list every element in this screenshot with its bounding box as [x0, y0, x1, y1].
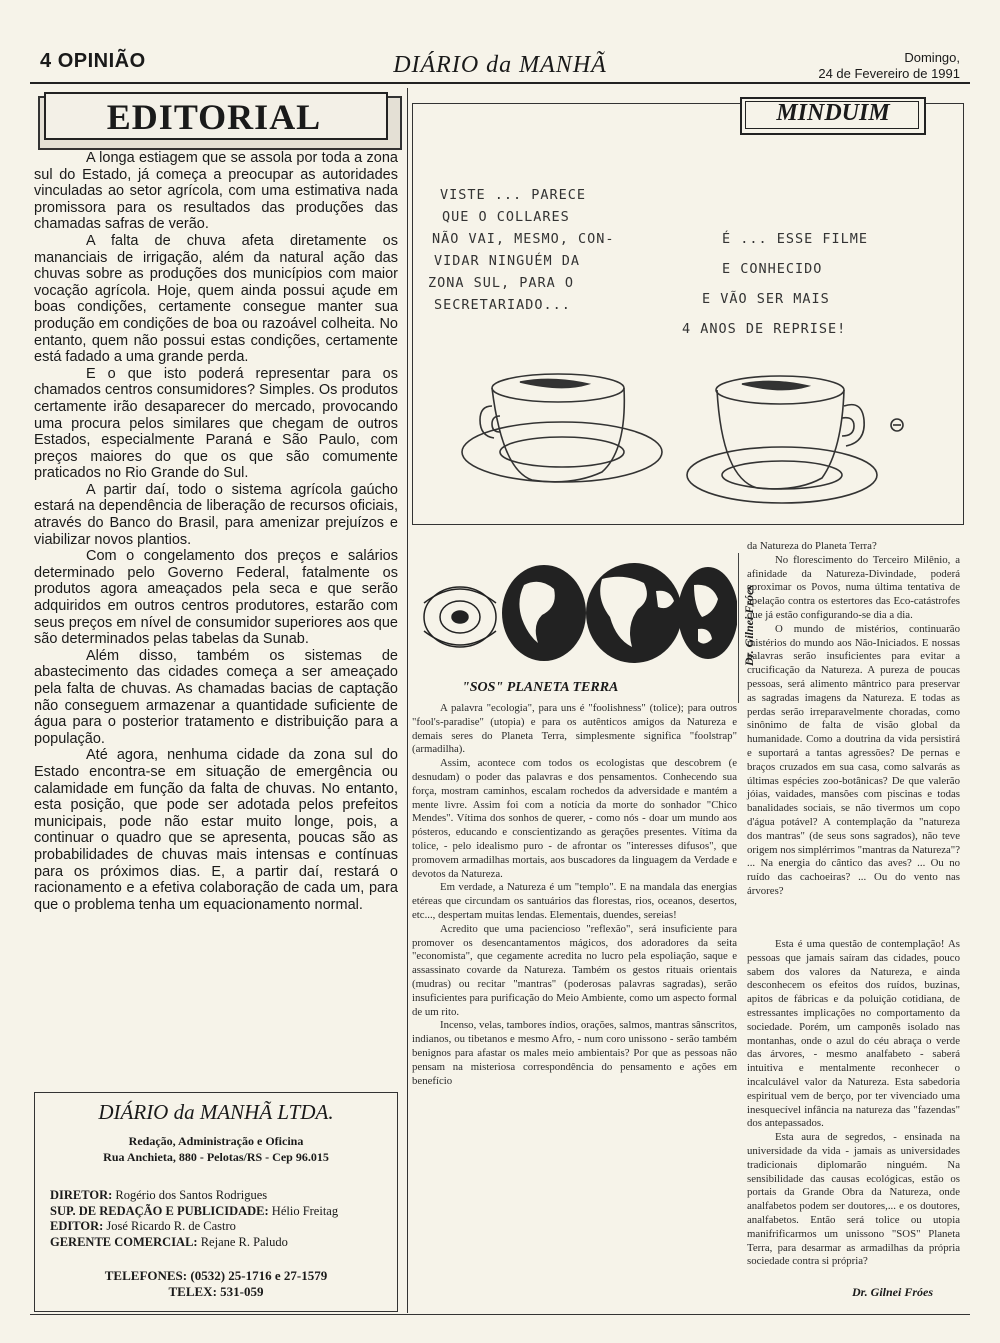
page-section: 4 OPINIÃO: [40, 50, 146, 72]
sos-caption: "SOS" PLANETA TERRA: [462, 680, 619, 695]
editorial-paragraph: A partir daí, todo o sistema agrícola gaúcho estará na dependência de liberação de recursos oficiais, através do Banco do Brasil, para amenizar prejuízos e viabilizar novos plantios.: [34, 481, 398, 548]
editorial-heading: EDITORIAL: [106, 97, 322, 137]
company-phones: TELEFONES: (0532) 25-1716 e 27-1579: [104, 1268, 328, 1283]
company-name: DIÁRIO da MANHÃ LTDA.: [98, 1100, 334, 1124]
issue-date: Domingo, 24 de Fevereiro de 1991: [818, 50, 960, 81]
sos-article-column-3: [747, 938, 960, 1269]
masthead-rule: [30, 82, 970, 84]
company-departments: Redação, Administração e Oficina: [128, 1134, 304, 1148]
editorial-paragraph: Com o congelamento dos preços e salários determinado pelo Governo Federal, fatalmente os produtos agora ameaçados pela seca e que serão adquiridos em outros centros produtores, estarão com seus preços em nível de consumidor superiores aos que são determinados pelas tabelas da Sunab.: [34, 548, 398, 648]
article-paragraph: Incenso, velas, tambores índios, orações, salmos, mantras sânscritos, indianos, ou tibetanos e mesmo Afro, - num coro unissono - serão também benignos para afastar os males meio ambientais? Por que as pessoas não pensam na misteriosa correspondência do pensamento e ações em benefício: [412, 1019, 737, 1087]
editorial-body: [34, 150, 398, 913]
article-paragraph: No florescimento do Terceiro Milênio, a afinidade da Natureza-Divindade, poderá aproximar os Povos, numa última tentativa de apelação contra os estertores das Eco-catástrofes que já estão configurando-se dia a dia.: [747, 553, 960, 621]
editorial-paragraph: A longa estiagem que se assola por toda a zona sul do Estado, já começa a preocupar as autoridades vinculadas ao setor agrícola, com uma estimativa nada promissora para os resultados das produções das chamadas safras de verão.: [34, 150, 398, 233]
editorial-paragraph: E o que isto poderá representar para os chamados centros consumidores? Simples. Os produtos certamente irão desaparecer do mercado, provocando uma procura pelos similares que chegam de outros Estados, especialmente Paraná e São Paulo, com preços maiores do que os que são comumente praticados no Rio Grande do Sul.: [34, 365, 398, 482]
cartoon-title: MINDUIM: [776, 100, 890, 126]
right-cup-illustration: [687, 376, 877, 503]
cartoon-right-speech: É ... ESSE FILME E CONHECIDO E VÃO SER MAIS 4 ANOS DE REPRISE!: [682, 231, 869, 337]
editorial-paragraph: A falta de chuva afeta diretamente os mananciais de irrigação, além da natural ação das chuvas sobre as produções dos municípios com maior vocação agrícola. Hoje, quem ainda possui açude em boas condições, certamente consegue manter sua produção em condições de boa ou razoável colheita. No entanto, quem não possui estas condições, certamente está fadado a uma grande perda.: [34, 232, 398, 366]
article-signature: Dr. Gilnei Fróes: [852, 1285, 934, 1299]
staff-row: EDITOR: José Ricardo R. de Castro: [50, 1219, 236, 1233]
sos-divider: [738, 553, 739, 703]
editorial-paragraph: Até agora, nenhuma cidade da zona sul do Estado encontra-se em situação de emergência ou calamidade em função da falta de chuvas. No entanto, esta posição, que pode ser adotada pelos prefeitos municipais, pode não estar muito longe, pois, a continuar o quadro que se apresenta, poucas são as probabilidades de chuvas mais intensas e contínuas para os próximos dias. E, a partir daí, restará o racionamento e a efetiva colaboração de cada um, para que o problema tenha um equacionamento normal.: [34, 747, 398, 913]
newspaper-title: DIÁRIO da MANHÃ: [393, 52, 607, 78]
article-paragraph: Em verdade, a Natureza é um "templo". E na mandala das energias etéreas que circundam os santuários das florestas, rios, oceanos, desertos, etc..., despertam muitas lendas. Elementais, duendes, sereias!: [412, 881, 737, 921]
cartoon-drawing: [412, 360, 962, 520]
company-telex: TELEX: 531-059: [168, 1284, 264, 1299]
sos-article-column-1: [412, 702, 737, 1088]
article-paragraph: da Natureza do Planeta Terra?: [747, 540, 877, 552]
cartoon-left-speech: VISTE ... PARECE QUE O COLLARES NÃO VAI, MESMO, CON- VIDAR NINGUÉM DA ZONA SUL, PARA O SECRETARIADO...: [428, 187, 615, 313]
sos-article-column-2: [747, 540, 960, 899]
article-paragraph: Esta aura de segredos, - ensinada na universidade da vida - jamais as universidades tradicionais diplomarão ninguém. Na sensibilidade das causas ecológicas, estão os portais da Grande Obra da Natureza, onde analfabetos podem ser doutores,... e os doutores, analfabetos. Então será tolice ou utopia manifrificarmos um unissono "SOS" Planeta Terra, para desarmar as armadilhas da própria sociedade contra si própria?: [747, 1131, 960, 1268]
staff-row: DIRETOR: Rogério dos Santos Rodrigues: [50, 1188, 268, 1202]
editorial-paragraph: Além disso, também os sistemas de abastecimento das cidades começa a ser ameaçado pela falta de chuvas. As chamadas bacias de captação não conseguem armazenar a quantidade suficiente de água para o posterior tratamento e distribuição para a população.: [34, 647, 398, 747]
article-paragraph: Assim, acontece com todos os ecologistas que descobrem (e desnudam) o poder das palavras e dos pensamentos. Conhecendo sua força, mostram caminhos, escalam rochedos da adversidade e mantém a mente livre. Assim foi com a notícia da morte do sonhador "Chico Mendes". Vítima dos sonhos de querer, - como nós - doar um mundo aos pósteros, educando e conscientizando as gerações presentes. Vítima da tolice, - pelo idealismo puro - de afrontar os "interesses difusos", que promovem armadilhas mortais, aos buscadores da linguagem da Verdade e devotos da Natureza.: [412, 757, 737, 880]
article-paragraph: Acredito que uma paciencioso "reflexão", será insuficiente para promover os desencantamentos mágicos, dos adoradores da seita "economista", que cegamente acredita no lucro pela espoliação, saque e assassinato covarde da Natureza. Também os gestos rituais orientais (mudras) ou recitar "mantras" (poderosas palavras sagradas), serão insuficientes para purificação do Meio Ambiente, como um aspecto formal de um rito.: [412, 922, 737, 1018]
staff-list: [50, 1188, 338, 1250]
article-paragraph: A palavra "ecologia", para uns é "foolishness" (tolice); para outros "fool's-paradise" (utopia) e para os autênticos amigos da Natureza e demais seres do Planeta Terra, simplesmente significa "foolstrap" (armadilha).: [412, 702, 737, 756]
sos-vertical-author: Dr. Gilnei Fróes: [742, 584, 756, 666]
bottom-rule: [30, 1314, 970, 1315]
drop-icon: [891, 419, 903, 431]
company-address: Rua Anchieta, 880 - Pelotas/RS - Cep 96.015: [103, 1150, 329, 1164]
left-cup-illustration: [462, 374, 662, 482]
world-map-logo: [412, 555, 737, 675]
staff-row: GERENTE COMERCIAL: Rejane R. Paludo: [50, 1234, 288, 1249]
article-paragraph: Esta é uma questão de contemplação! As pessoas que jamais saíram das cidades, pouco sabem dos valores da Natureza, e ainda desconhecem os efeitos dos ruídos, buzinas, apitos de fábricas e da poluição cotidiana, de estressantes implicações no comportamento da sociedade. Porém, um camponês isolado nas montanhas, onde o azul do céu abraça o verde das árvores, - mesmo analfabeto - saberá intuitiva e mentalmente reconhecer o incalculável valor da Natureza. Esta sabedoria espiritual vem de berço, por ter vivenciado uma inesquecível infância na natureza das "fazendas" dos antepassados.: [747, 938, 960, 1130]
column-divider: [407, 88, 408, 1313]
article-paragraph: O mundo de mistérios, continuarão mistérios do mundo aos Não-Iniciados. E nossas palavras serão insuficientes para evitar a crucificação da Natureza. A pureza de poucas pessoas, será alimento mântrico para preservar as sagradas imagens da Natureza. E todas as perdas serão irreparavelmente choradas, como sinônimo de falta de visão global da humanidade. Como a doutrina da vida persistirá e suportará a tantas agressões? De pernas e braços cruzados em sua casa, como salvarás as últimas espécies zoo-botânicas? De que valerão jóias, vaidades, mansões com piscinas e todas banalidades sociais, se não tivermos um copo d'água potável? A contemplação da "natureza dos mantras" (de seus sons sagrados), não teve origem nos simplérrimos "mantras da Natureza"? ... Na energia do cântico das aves? ... Ou no ruído das cachoeiras? ... Ou do vento nas árvores?: [747, 622, 960, 897]
staff-row: SUP. DE REDAÇÃO E PUBLICIDADE: Hélio Freitag: [50, 1203, 339, 1218]
